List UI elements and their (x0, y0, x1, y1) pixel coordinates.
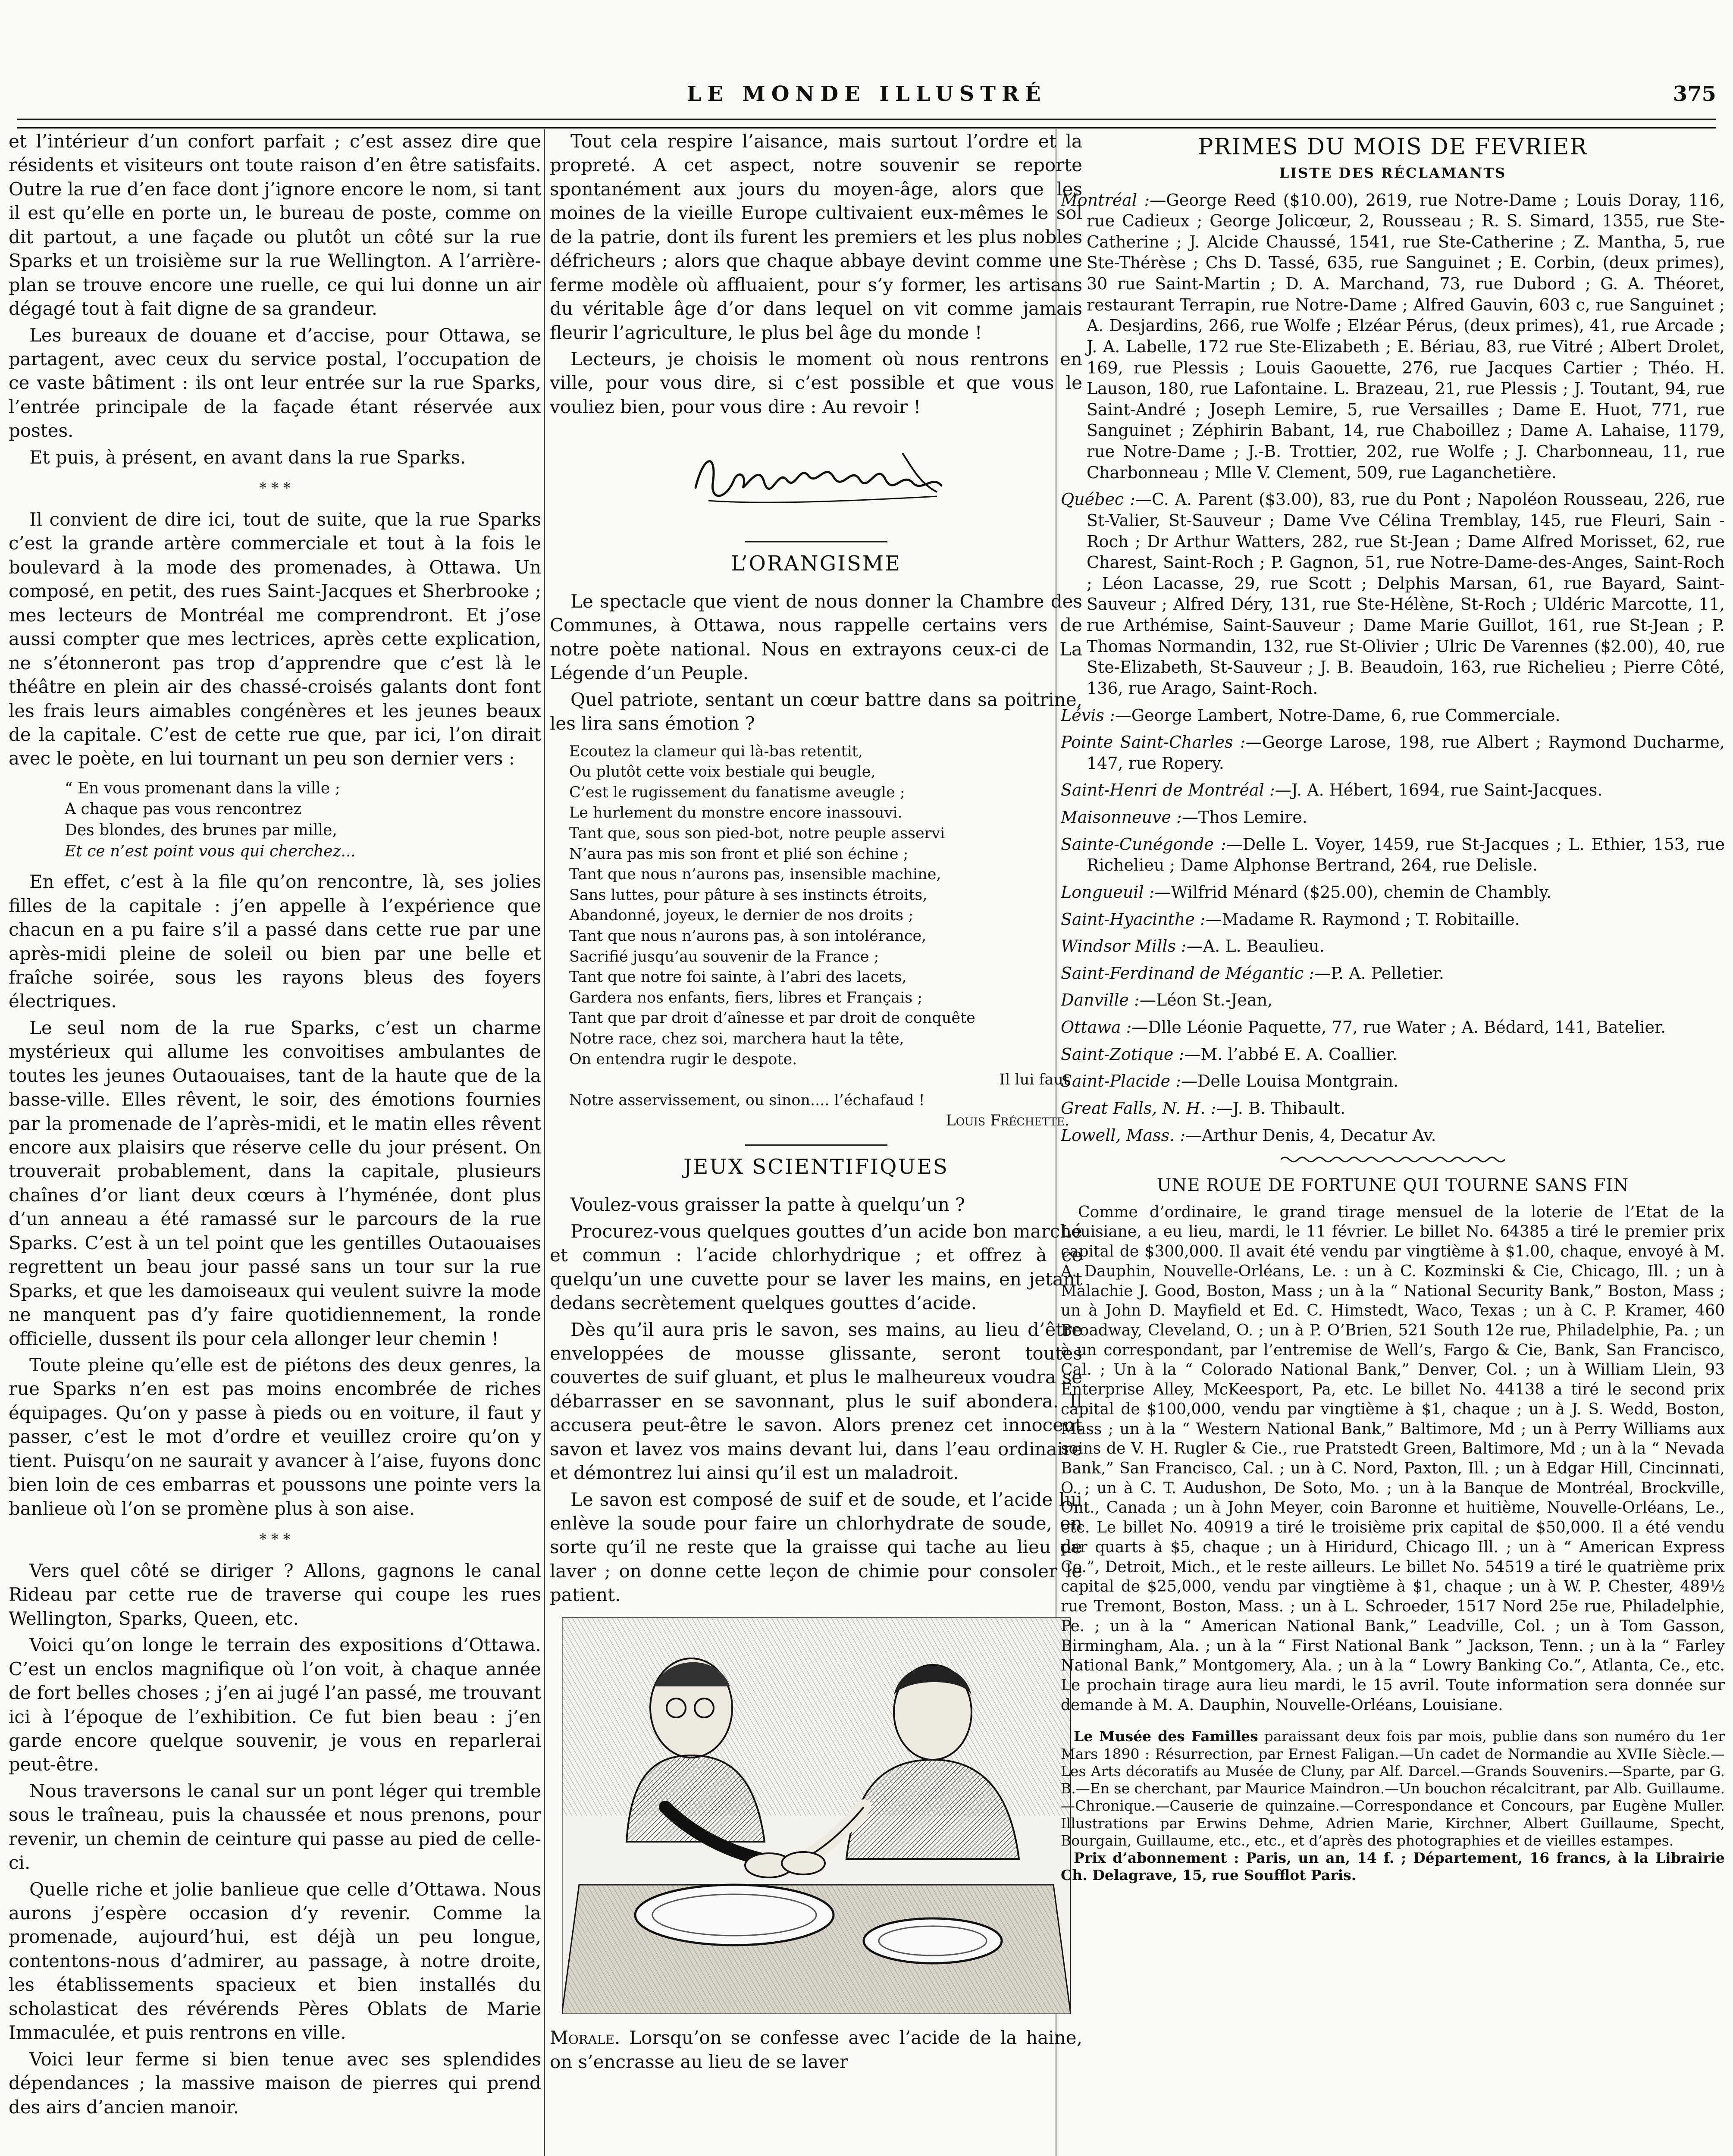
entry-place: Saint-Henri de Montréal : (1061, 780, 1275, 800)
entry-text: —George Lambert, Notre-Dame, 6, rue Commerciale. (1115, 705, 1561, 725)
entry-text: —Madame R. Raymond ; T. Robitaille. (1205, 909, 1520, 929)
paragraph: Voulez-vous graisser la patte à quelqu’un ? (570, 1194, 965, 1216)
signature-mark (678, 436, 954, 522)
paragraph: Nous traversons le canal sur un pont léger qui tremble sous le traîneau, puis la chaussée et nous prenons, pour revenir, un chemin de ceinture qui passe au pied de celle-ci. (9, 1780, 541, 1874)
poem-line: C’est le rugissement du fanatisme aveugle ; (569, 783, 905, 801)
entry-place: Saint-Placide : (1061, 1072, 1181, 1091)
verse-line: Des blondes, des brunes par mille, (65, 821, 337, 839)
entry-text: —Dlle Léonie Paquette, 77, rue Water ; A. Bédard, 141, Batelier. (1131, 1018, 1666, 1037)
paragraph: et l’intérieur d’un confort parfait ; c’est assez dire que résidents et visiteurs ont toute raison d’en être satisfaits. Outre la rue d’en face dont j’ignore encore le nom, si tant il est qu’elle en porte un, le bureau de poste, comme on dit partout, a une façade ou plutôt un côté sur la rue Sparks et un troisième sur la rue Wellington. A l’arrière-plan se trouve encore une ruelle, ce qui lui donne un air dégagé tout à fait digne de sa grandeur. (9, 131, 541, 320)
verse-line: “ En vous promenant dans la ville ; (65, 779, 340, 797)
section-title: PRIMES DU MOIS DE FEVRIER (1198, 134, 1588, 160)
musee-notice (1061, 1728, 1725, 1884)
list-item (1061, 705, 1725, 726)
entry-text: —C. A. Parent ($3.00), 83, rue du Pont ; Napoléon Rousseau, 226, rue St-Valier, St-Sauveur ; Dame Vve Célina Tremblay, 145, rue Fleuri, Sain -Roch ; Dr Arthur Watters, 282, rue St-Jean ; Dame Alfred Morisset, 62, rue Charest, Saint-Roch ; P. Gagnon, 51, rue Notre-Dame-des-Anges, Saint-Roch ; Léon Lacasse, 29, rue Scott ; Delphis Marsan, 61, rue Bayard, Saint-Sauveur ; Alfred Déry, 131, rue Ste-Hélène, St-Roch ; Uldéric Marcotte, 11, rue Arthémise, Saint-Sauveur ; Dame Marie Guillot, 161, rue St-Jean ; P. Thomas Normandin, 132, rue St-Olivier ; Ulric De Varennes ($2.00), 40, rue Ste-Elizabeth, St-Sauveur ; J. B. Beaudoin, 163, rue Richelieu ; Pierre Côté, 136, rue Arago, Saint-Roch. (1087, 490, 1725, 698)
header-rule (17, 119, 1716, 128)
entry-text: —Thos Lemire. (1181, 808, 1307, 827)
list-item (1061, 780, 1725, 801)
list-item (1061, 190, 1725, 483)
list-item (1061, 489, 1725, 699)
entry-text: —Delle L. Voyer, 1459, rue St-Jacques ; L. Ethier, 153, rue Richelieu ; Dame Alphonse Bertrand, 264, rue Delisle. (1087, 834, 1725, 875)
poem-line: Gardera nos enfants, fiers, libres et Français ; (569, 989, 923, 1006)
column-divider (544, 129, 545, 2156)
list-item (1061, 909, 1725, 930)
entry-place: Québec : (1061, 490, 1135, 509)
entry-text: —J. A. Hébert, 1694, rue Saint-Jacques. (1275, 780, 1603, 800)
entry-place: Saint-Zotique : (1061, 1044, 1185, 1064)
journal-title: LE MONDE ILLUSTRÉ (686, 82, 1047, 106)
list-item (1061, 1017, 1725, 1038)
verse-quote (65, 778, 541, 862)
paragraph: Et puis, à présent, en avant dans la rue Sparks. (29, 446, 466, 468)
paragraph: Procurez-vous quelques gouttes d’un acide bon marché et commun : l’acide chlorhydrique ; et offrez à ce quelqu’un une cuvette pour se laver les mains, en jetant dedans secrètement quelques gouttes d’acide. (550, 1220, 1082, 1314)
entry-place: Windsor Mills : (1061, 937, 1187, 956)
paragraph: Tout cela respire l’aisance, mais surtout l’ordre et la propreté. A cet aspect, notre souvenir se reporte spontanément aux jours du moyen-âge, alors que les moines de la vieille Europe cultivaient eux-mêmes le sol de la patrie, dont ils furent les premiers et les plus nobles défricheurs ; alors que chaque abbaye devint comme une ferme modèle où affluaient, pour s’y former, les artisans du véritable âge d’or dans lequel on vit comme jamais fleurir l’agriculture, le plus bel âge du monde ! (550, 131, 1082, 343)
entry-text: —Delle Louisa Montgrain. (1181, 1072, 1399, 1091)
paragraph: Les bureaux de douane et d’accise, pour Ottawa, se partagent, avec ceux du service postal, l’occupation de ce vaste bâtiment : ils ont leur entrée sur la rue Sparks, l’entrée principale de la façade étant réservée aux postes. (9, 324, 541, 442)
paragraph: Vers quel côté se diriger ? Allons, gagnons le canal Rideau par cette rue de traverse qui coupe les rues Wellington, Sparks, Queen, etc. (9, 1560, 541, 1629)
list-item (1061, 834, 1725, 876)
poem-line: Notre asservissement, ou sinon.... l’échafaud ! (569, 1091, 925, 1109)
paragraph: Le savon est composé de suif et de soude, et l’acide lui enlève la soude pour faire un chlorhydrate de soude, en sorte qu’il ne reste que la graisse qui tache au lieu de laver ; on donne cette leçon de chimie pour consoler le patient. (550, 1489, 1082, 1606)
poem-line: Abandonné, joyeux, le dernier de nos droits ; (569, 907, 914, 924)
entry-text: —P. A. Pelletier. (1314, 963, 1444, 983)
entry-place: Montréal : (1061, 190, 1150, 210)
entry-place: Saint-Hyacinthe : (1061, 909, 1206, 929)
list-item (1061, 1044, 1725, 1065)
two-men-washbasin-illustration (562, 1617, 1071, 2014)
poem-line: N’aura pas mis son front et plié son échine ; (569, 845, 909, 863)
poem-line: Tant que nous n’aurons pas, insensible machine, (569, 866, 941, 884)
section-subtitle: LISTE DES RÉCLAMANTS (1279, 164, 1507, 181)
entry-place: Longueuil : (1061, 882, 1155, 902)
illustration-caption (550, 2026, 1082, 2074)
entry-text: —J. B. Thibault. (1216, 1098, 1345, 1118)
poem-line: Le hurlement du monstre encore inassouvi. (569, 804, 903, 822)
list-item (1061, 963, 1725, 984)
paragraph: Le seul nom de la rue Sparks, c’est un charme mystérieux qui allume les convoitises ambulantes de toutes les jeunes Outaouaises, tant de la haute que de la basse-ville. Elles rêvent, le soir, des émotions fournies par la promenade de l’après-midi, et le matin elles rêvent encore aux plaisirs que réserve celle du jour présent. On trouverait probablement, dans la capitale, plusieurs chaînes d’or liant deux cœurs à l’hyménée, dont plus d’un anneau a été ramassé sur le parcours de la rue Sparks. C’est à un tel point que les gentilles Outaouaises regrettent un beau jour passé sans un tour sur la rue Sparks, et que les damoiseaux qui veulent suivre la mode ne manquent pas d’y faire quotidiennement, la ronde officielle, dussent ils pour cela allonger leur chemin ! (9, 1017, 541, 1349)
notice-text: paraissant deux fois par mois, publie dans son numéro du 1er Mars 1890 : Résurrection, par Ernest Faligan.—Un cadet de Normandie au XVIIe Siècle.—Les Arts décoratifs au Musée de Cluny, par Alf. Darcel.—Grands Souvenirs.—Sparte, par G. B.—En se cherchant, par Maurice Maindron.—Un bouchon récalcitrant, par Alb. Guillaume.—Chronique.—Causerie de quinzaine.—Correspondance et Concours, par Eugène Muller. Illustrations par Erwins Dehme, Adrien Marie, Kirchner, Albert Guillaume, Specht, Bourgain, Guillaume, etc., etc., et d’après des photographies et de vieilles estampes. (1061, 1728, 1725, 1849)
poem-line: Tant que par droit d’aînesse et par droit de conquête (569, 1009, 975, 1027)
paragraph: Voici leur ferme si bien tenue avec ses splendides dépendances ; la massive maison de pierres qui prend des airs d’ancien manoir. (9, 2048, 541, 2118)
section-rule (745, 1144, 887, 1146)
entry-place: Sainte-Cunégonde : (1061, 834, 1226, 854)
poem-line: Sacrifié jusqu’au souvenir de la France ; (569, 948, 879, 965)
notice-lead: Le Musée des Familles (1074, 1728, 1258, 1745)
list-item (1061, 807, 1725, 828)
poem (569, 742, 1082, 1131)
engraving-illustration (550, 1617, 1082, 2020)
entry-text: —George Reed ($10.00), 2619, rue Notre-Dame ; Louis Doray, 116, rue Cadieux ; George Jolicœur, 2, Rousseau ; R. S. Simard, 1355, rue Ste-Catherine ; J. Alcide Chaussé, 1541, rue Ste-Catherine ; Z. Mantha, 5, rue Ste-Thérèse ; Chs D. Tassé, 635, rue Sanguinet ; E. Corbin, (deux primes), 30 rue Saint-Martin ; D. A. Marchand, 73, rue Dubord ; G. A. Théoret, restaurant Terrapin, rue Notre-Dame ; Alfred Gauvin, 603 c, rue Sanguinet ; A. Desjardins, 266, rue Wolfe ; Elzéar Pérus, (deux primes), 41, rue Arcade ; J. A. Labelle, 172 rue Ste-Elizabeth ; E. Bériau, 83, rue Vitré ; Albert Drolet, 169, rue Plessis ; Louis Gaouette, 276, rue Jacques Cartier ; Théo. H. Lauson, 180, rue Lafontaine. L. Brazeau, 21, rue Plessis ; J. Toutant, 94, rue Saint-André ; Joseph Lemire, 5, rue Versailles ; Dame E. Huot, 771, rue Sanguinet ; Zéphirin Babant, 14, rue Chaboillez ; Dame A. Lahaise, 1179, rue Notre-Dame ; J.-B. Trottier, 202, rue Wolfe ; J. Charbonneau, 11, rue Charbonneau ; Mlle V. Clement, 509, rue Laganchetière. (1087, 190, 1725, 482)
poem-line: Il lui faut (999, 1071, 1069, 1089)
paragraph: Il convient de dire ici, tout de suite, que la rue Sparks c’est la grande artère commerciale et tout à la fois le boulevard à la mode des promenades, à Ottawa. Un composé, en petit, des rues Saint-Jacques et Sherbrooke ; mes lecteurs de Montréal me comprendront. Et j’ose aussi compter que mes lectrices, après cette explication, ne s’étonneront pas trop d’apprendre que c’est là le théâtre en plein air des chassé-croisés galants dont font les frais leurs aimables congénères et les jeunes beaux de la capitale. C’est de cette rue que, par ici, l’on dirait avec le poète, en lui tournant un peu son dernier vers : (9, 509, 541, 769)
poem-line: Tant que nous n’aurons pas, à son intolérance, (569, 928, 927, 945)
poem-line: Notre race, chez soi, marchera haut la tête, (569, 1030, 904, 1047)
caption-text: Lorsqu’on se confesse avec l’acide de la haine, on s’encrasse au lieu de se laver (550, 2027, 1082, 2072)
section-stars: * * * (259, 479, 291, 497)
list-item (1061, 936, 1725, 957)
section-rule (745, 541, 887, 542)
entry-place: Saint-Ferdinand de Mégantic : (1061, 963, 1315, 983)
page-number: 375 (1673, 82, 1716, 106)
entry-text: —Arthur Denis, 4, Decatur Av. (1185, 1125, 1436, 1145)
section-title: L’ORANGISME (730, 551, 902, 576)
entry-place: Great Falls, N. H. : (1061, 1098, 1216, 1118)
entry-place: Pointe Saint-Charles : (1061, 733, 1246, 752)
entry-place: Lévis : (1061, 705, 1115, 725)
paragraph: Quelle riche et jolie banlieue que celle d’Ottawa. Nous aurons j’espère occasion d’y revenir. Comme la promenade, aujourd’hui, est déjà un peu longue, contentons-nous d’admirer, au passage, à notre droite, les établissements spacieux et bien installés du scholasticat des révérends Pères Oblats de Marie Immaculée, et puis rentrons en ville. (9, 1878, 541, 2043)
entry-text: —George Larose, 198, rue Albert ; Raymond Ducharme, 147, rue Ropery. (1087, 733, 1725, 773)
poem-line: Ecoutez la clameur qui là-bas retentit, (569, 743, 863, 760)
entry-text: —Wilfrid Ménard ($25.00), chemin de Chambly. (1154, 882, 1551, 902)
section-stars: * * * (259, 1531, 291, 1548)
caption-label: Morale. (550, 2027, 620, 2049)
poem-line: On entendra rugir le despote. (569, 1050, 797, 1068)
entry-place: Danville : (1061, 990, 1140, 1010)
wavy-divider (1061, 1152, 1725, 1168)
verse-line: A chaque pas vous rencontrez (65, 800, 302, 818)
paragraph: Lecteurs, je choisis le moment où nous rentrons en ville, pour vous dire, si c’est possible et que vous le vouliez bien, pour vous dire : Au revoir ! (550, 348, 1082, 417)
poem-line: Sans luttes, pour pâture à ses instincts étroits, (569, 886, 928, 904)
page-header (17, 82, 1716, 121)
list-item (1061, 1125, 1725, 1146)
paragraph: Dès qu’il aura pris le savon, ses mains, au lieu d’être enveloppées de mousse glissante, seront toutes couvertes de suif gluant, et plus le malheureux voudra se débarrasser en se savonnant, plus le suif abondera. Il accusera peut-être le savon. Alors prenez cet innocent savon et lavez vos mains devant lui, dans l’eau ordinaire et démontrez lui ainsi qu’il est un maladroit. (550, 1319, 1082, 1484)
paragraph: Le spectacle que vient de nous donner la Chambre des Communes, à Ottawa, nous rappelle certains vers de notre poète national. Nous en extrayons ceux-ci de La Légende d’un Peuple. (550, 591, 1082, 684)
paragraph: En effet, c’est à la file qu’on rencontre, là, ses jolies filles de la capitale : j’en appelle à l’expérience que chacun en a pu faire s’il a passé dans cette rue par une après-midi pleine de soleil ou bien par une belle et fraîche soirée, sous les rayons bleus des foyers électriques. (9, 871, 541, 1012)
list-item (1061, 732, 1725, 774)
column-1 (9, 129, 541, 2156)
entry-text: —Léon St.-Jean, (1139, 990, 1273, 1010)
paragraph: Voici qu’on longe le terrain des expositions d’Ottawa. C’est un enclos magnifique où l’on voit, à chaque année de fort belles choses ; j’en ai jugé l’an passé, me trouvant ici à l’époque de l’exhibition. Ce fut bien beau : j’en garde encore quelque souvenir, je vous en reparlerai peut-être. (9, 1634, 541, 1775)
column-3 (1061, 129, 1725, 2156)
list-item (1061, 990, 1725, 1011)
list-item (1061, 1071, 1725, 1092)
entry-place: Ottawa : (1061, 1018, 1132, 1037)
poem-line: Ou plutôt cette voix bestiale qui beugle, (569, 763, 876, 781)
paragraph: Comme d’ordinaire, le grand tirage mensuel de la loterie de l’Etat de la Louisiane, a eu lieu, mardi, le 11 février. Le billet No. 64385 a tiré le premier prix capital de $300,000. Il avait été vendu par vingtième à $1.00, chaque, envoyé à M. A. Dauphin, Nouvelle-Orléans, Le. : un à C. Kozminski & Cie, Chicago, Ill. ; un à Malachie J. Good, Boston, Mass ; un à la “ National Security Bank,” Boston, Mass ; un à John D. Mayfield et Ed. C. Himstedt, Waco, Texas ; un à C. P. Kramer, 460 Broadway, Cleveland, O. ; un à P. O’Brien, 521 South 12e rue, Philadelphie, Pa. ; un à un correspondant, par l’entremise de Well’s, Fargo & Cie, Bank, San Francisco, Cal. ; Un à la “ Colorado National Bank,” Denver, Col. ; un à William Llein, 93 Enterprise Alley, McKeesport, Pa, etc. Le billet No. 44138 a tiré le second prix capital de $100,000, vendu par vingtième à $1, chaque ; un à J. S. Wedd, Boston, Mass ; un à la “ Western National Bank,” Baltimore, Md ; un à Perry Williams aux soins de V. H. Rugler & Cie., rue Pratstedt Green, Baltimore, Md ; un à la “ Nevada Bank,” San Francisco, Cal. ; un à C. Nord, Paxton, Ill. ; un à Edgar Hill, Cincinnati, O. ; un à C. T. Audushon, De Soto, Mo. ; un à la Banque de Montréal, Brockville, Ont., Canada ; un à John Meyer, coin Baronne et huitième, Nouvelle-Orléans, Le., etc. Le billet No. 40919 a tiré le troisième prix capital de $50,000. Il a été vendu par quarts à $5, chaque ; un à Hiridurd, Chicago Ill. ; un à “ American Express Co.”, Detroit, Mich., et le reste ailleurs. Le billet No. 54519 a tiré le quatrième prix capital de $25,000, vendu par vingtième à $1, chaque ; un à W. P. Chester, 489½ rue Tremont, Boston, Mass. ; un à L. Schroeder, 1517 Nord 25e rue, Philadelphie, Pe. ; un à la “ American National Bank,” Leadville, Col. ; un à Tom Gasson, Birmingham, Ala. ; un à la “ First National Bank ” Jackson, Tenn. ; un à la “ Farley National Bank,” Montgomery, Ala. ; un à la “ Lowry Banking Co.”, Atlanta, Ce., etc. Le prochain tirage aura lieu mardi, le 15 avril. Toute information sera donnée sur demande à M. A. Dauphin, Nouvelle-Orléans, Louisiane. (1061, 1203, 1725, 1714)
paragraph: Quel patriote, sentant un cœur battre dans sa poitrine, les lira sans émotion ? (550, 689, 1082, 734)
list-item (1061, 882, 1725, 903)
verse-line: Et ce n’est point vous qui cherchez... (65, 842, 356, 860)
column-2 (550, 129, 1082, 2156)
poem-author: Louis Fréchette. (946, 1112, 1069, 1130)
entry-place: Maisonneuve : (1061, 808, 1182, 827)
section-title: UNE ROUE DE FORTUNE QUI TOURNE SANS FIN (1156, 1175, 1629, 1195)
list-item (1061, 1098, 1725, 1119)
lottery-article (1061, 1175, 1725, 1715)
subscription-line: Prix d’abonnement : Paris, un an, 14 f. ; Département, 16 francs, à la Librairie Ch. Delagrave, 15, rue Soufflot Paris. (1061, 1849, 1725, 1884)
author-signature (550, 436, 1082, 528)
paragraph: Toute pleine qu’elle est de piétons des deux genres, la rue Sparks n’en est pas moins encombrée de riches équipages. Qu’on y passe à pieds ou en voiture, il faut y passer, c’est le mot d’ordre et veuillez croire qu’on y tient. Puisqu’on ne saurait y avancer à l’aise, fuyons donc bien loin de ces embarras et poussons une pointe vers la banlieue où l’on se promène plus à son aise. (9, 1354, 541, 1519)
entry-text: —A. L. Beaulieu. (1186, 937, 1325, 956)
entry-text: —M. l’abbé E. A. Coallier. (1184, 1044, 1398, 1064)
poem-line: Tant que notre foi sainte, à l’abri des lacets, (569, 968, 907, 986)
entry-place: Lowell, Mass. : (1061, 1125, 1186, 1145)
poem-line: Tant que, sous son pied-bot, notre peuple asservi (569, 825, 945, 843)
section-title: JEUX SCIENTIFIQUES (683, 1154, 949, 1179)
